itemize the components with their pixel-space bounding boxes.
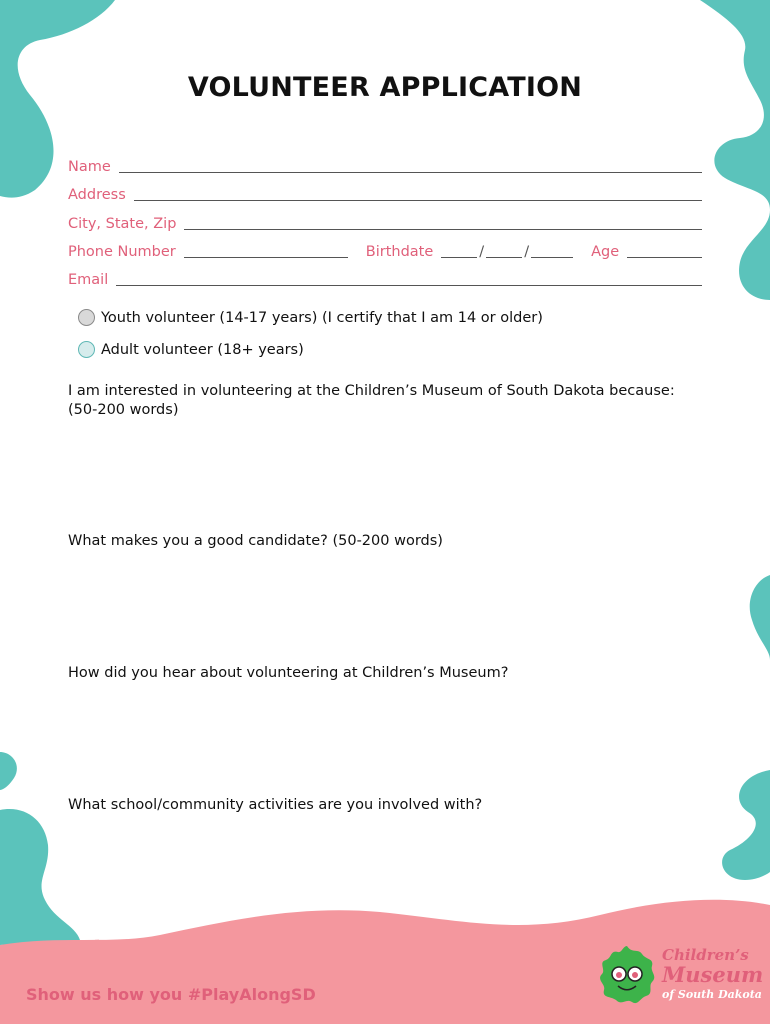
email-field[interactable] [116,269,702,286]
birthdate-label: Birthdate [365,244,434,260]
phone-birth-age-row [68,239,702,261]
page-title: VOLUNTEER APPLICATION [187,72,583,103]
name-row [68,154,702,176]
name-label: Name [68,159,111,175]
question-candidate: What makes you a good candidate? (50-200 words) [68,533,443,549]
question-hear-about: How did you hear about volunteering at Children’s Museum? [68,665,509,681]
teal-blob-top-right [700,0,770,300]
birthdate-separator: / [524,244,530,260]
phone-label: Phone Number [68,244,176,260]
address-field[interactable] [134,184,702,201]
birthdate-month-field[interactable] [441,241,477,258]
city-state-zip-field[interactable] [184,213,702,230]
logo-line-childrens: Children’s [662,946,749,964]
address-row [68,182,702,204]
adult-option-label: Adult volunteer (18+ years) [101,341,304,358]
email-label: Email [68,272,109,288]
email-row [68,267,702,289]
question-activities: What school/community activities are you involved with? [68,797,483,813]
teal-blob-right-middle [750,575,770,660]
teal-blob-right-lower [722,770,770,880]
question-interest: I am interested in volunteering at the Children’s Museum of South Dakota because: (50-200 words) [68,383,675,418]
adult-volunteer-option[interactable] [78,341,304,358]
birthdate-year-field[interactable] [531,241,573,258]
youth-option-label: Youth volunteer (14-17 years) (I certify that I am 14 or older) [101,309,543,326]
teal-blob-left-lower [0,752,17,790]
birthdate-separator: / [479,244,485,260]
logo-line-museum: Museum [662,962,764,987]
childrens-museum-logo [592,940,762,1010]
youth-radio-button[interactable] [78,309,95,326]
adult-radio-button[interactable] [78,341,95,358]
birthdate-day-field[interactable] [486,241,522,258]
teal-blob-left-bottom [0,809,80,945]
age-label: Age [591,244,620,260]
logo-line-south-dakota: of South Dakota [662,988,762,1001]
city-label: City, State, Zip [68,216,177,232]
name-field[interactable] [119,156,702,173]
hashtag-footer-text: Show us how you #PlayAlongSD [26,985,316,1004]
phone-field[interactable] [184,241,348,258]
address-label: Address [68,187,126,203]
splat-mascot-icon [592,940,662,1010]
youth-volunteer-option[interactable] [78,309,543,326]
city-row [68,211,702,233]
age-field[interactable] [627,241,702,258]
